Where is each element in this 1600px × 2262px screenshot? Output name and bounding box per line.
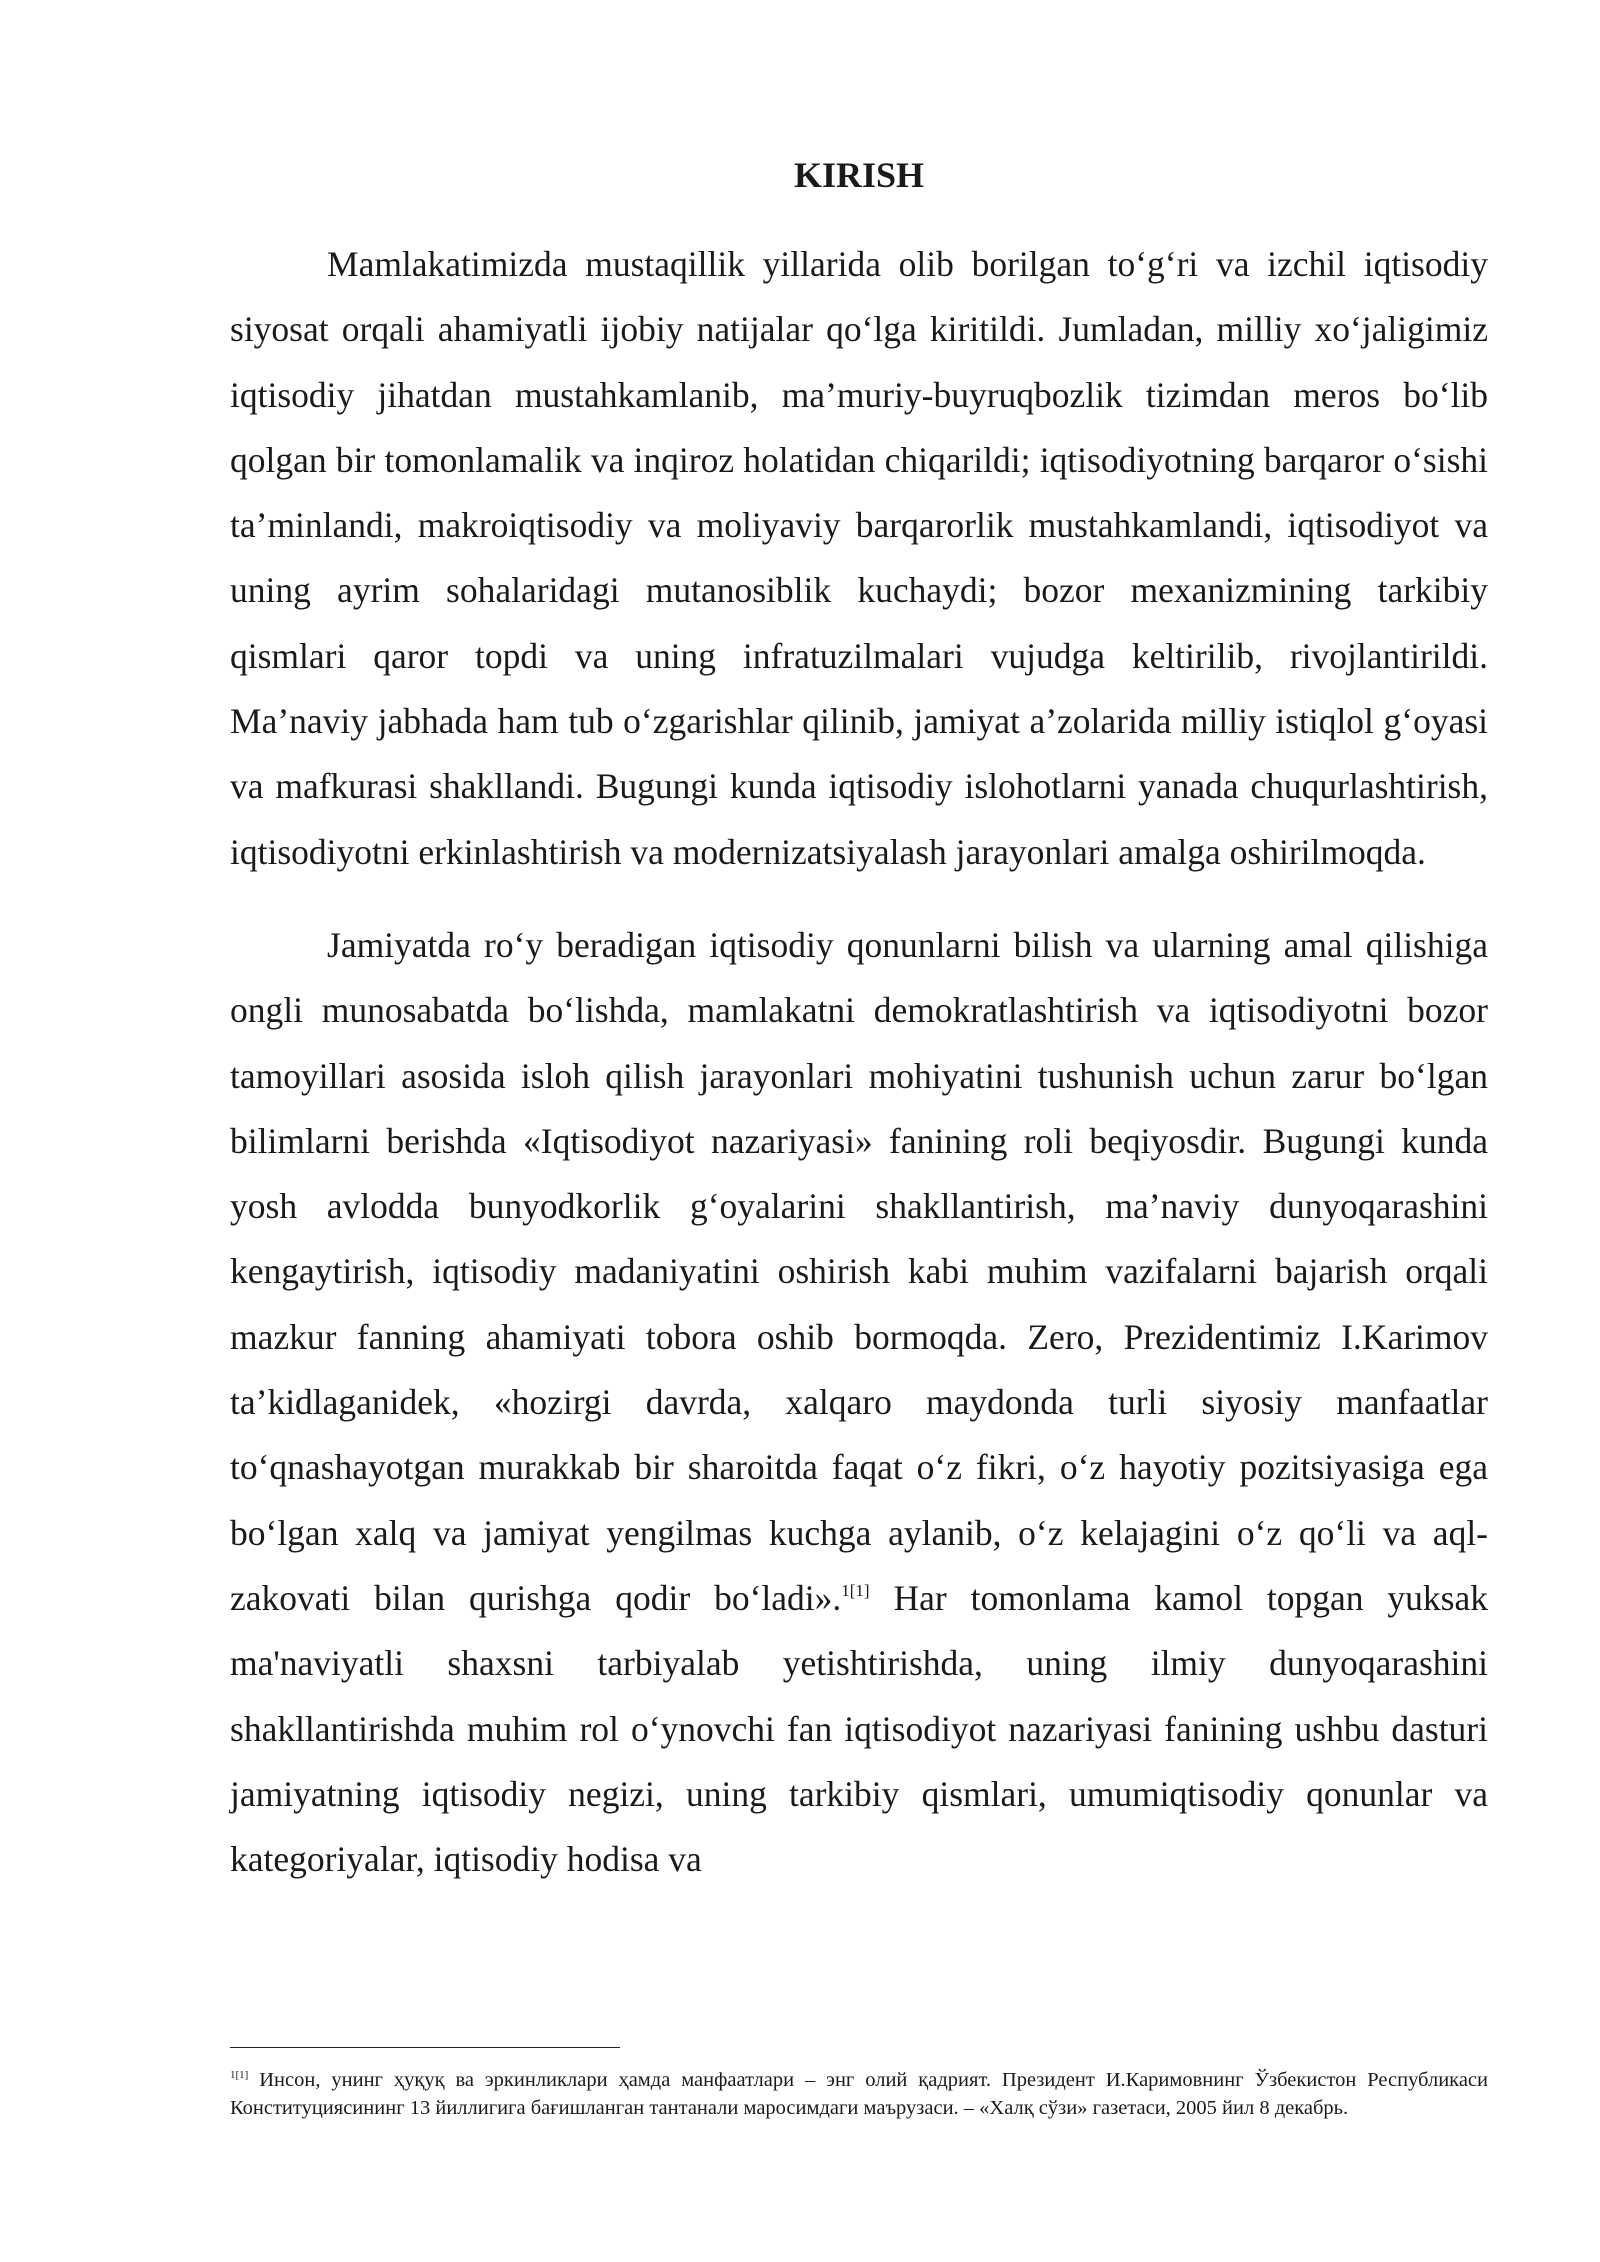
footnote-mark: 1[1] [230, 2069, 249, 2081]
paragraph-2-text-end: Har tomonlama kamol topgan yuksak ma'naviyatli shaxsni tarbiyalab yetishtirishda, uning ilmiy dunyoqarashini shakllantirishda muhim rol o‘ynovchi fan iqtisodiyot nazariyasi fanining ushbu dasturi jamiyatning iqtisodiy negizi, uning tarkibiy qismlari, umumiqtisodiy qonunlar va kategoriyalar, iqtisodiy hodisa va [230, 1577, 1488, 1880]
paragraph-1: Mamlakatimizda mustaqillik yillarida olib borilgan to‘g‘ri va izchil iqtisodiy siyosat orqali ahamiyatli ijobiy natijalar qo‘lga kiritildi. Jumladan, milliy xo‘jaligimiz iqtisodiy jihatdan mustahkamlanib, ma’muriy-buyruqbozlik tizimdan meros bo‘lib qolgan bir tomonlamalik va inqiroz holatidan chiqarildi; iqtisodiyotning barqaror o‘sishi ta’minlandi, makroiqtisodiy va moliyaviy barqarorlik mustahkamlandi, iqtisodiyot va uning ayrim sohalaridagi mutanosiblik kuchaydi; bozor mexanizmining tarkibiy qismlari qaror topdi va uning infratuzilmalari vujudga keltirilib, rivojlantirildi. Ma’naviy jabhada ham tub o‘zgarishlar qilinib, jamiyat a’zolarida milliy istiqlol g‘oyasi va mafkurasi shakllandi. Bugungi kunda iqtisodiy islohotlarni yanada chuqurlashtirish, iqtisodiyotni erkinlashtirish va modernizatsiyalash jarayonlari amalga oshirilmoqda. [230, 244, 1488, 872]
footnote-separator [230, 2047, 620, 2048]
footnote-reference[interactable]: 1[1] [841, 1580, 870, 1600]
footnote-text: Инсон, унинг ҳуқуқ ва эркинликлари ҳамда манфаатлари – энг олий қадрият. Президент И.Каримовнинг Ўзбекистон Республикаси Конституциясининг 13 йиллигига бағишланган тантанали маросимдаги маърузаси. – «Халқ сўзи» газетаси, 2005 йил 8 декабрь. [230, 2069, 1488, 2119]
paragraph-2 [230, 913, 1488, 1892]
footnote [230, 2066, 1488, 2122]
paragraph-2-text-start: Jamiyatda ro‘y beradigan iqtisodiy qonunlarni bilish va ularning amal qilishiga ongli munosabatda bo‘lishda, mamlakatni demokratlashtirish va iqtisodiyotni bozor tamoyillari asosida isloh qilish jarayonlari mohiyatini tushunish uchun zarur bo‘lgan bilimlarni berishda «Iqtisodiyot nazariyasi» fanining roli beqiyosdir. Bugungi kunda yosh avlodda bunyodkorlik g‘oyalarini shakllantirish, ma’naviy dunyoqarashini kengaytirish, iqtisodiy madaniyatini oshirish kabi muhim vazifalarni bajarish orqali mazkur fanning ahamiyati tobora oshib bormoqda. Zero, Prezidentimiz I.Karimov ta’kidlaganidek, «hozirgi davrda, xalqaro maydonda turli siyosiy manfaatlar to‘qnashayotgan murakkab bir sharoitda faqat o‘z fikri, o‘z hayotiy pozitsiyasiga ega bo‘lgan xalq va jamiyat yengilmas kuchga aylanib, o‘z kelajagini o‘z qo‘li va aql-zakovati bilan qurishga qodir bo‘ladi». [230, 924, 1488, 1618]
page-title: KIRISH [793, 155, 925, 195]
body-text [230, 232, 1488, 1892]
